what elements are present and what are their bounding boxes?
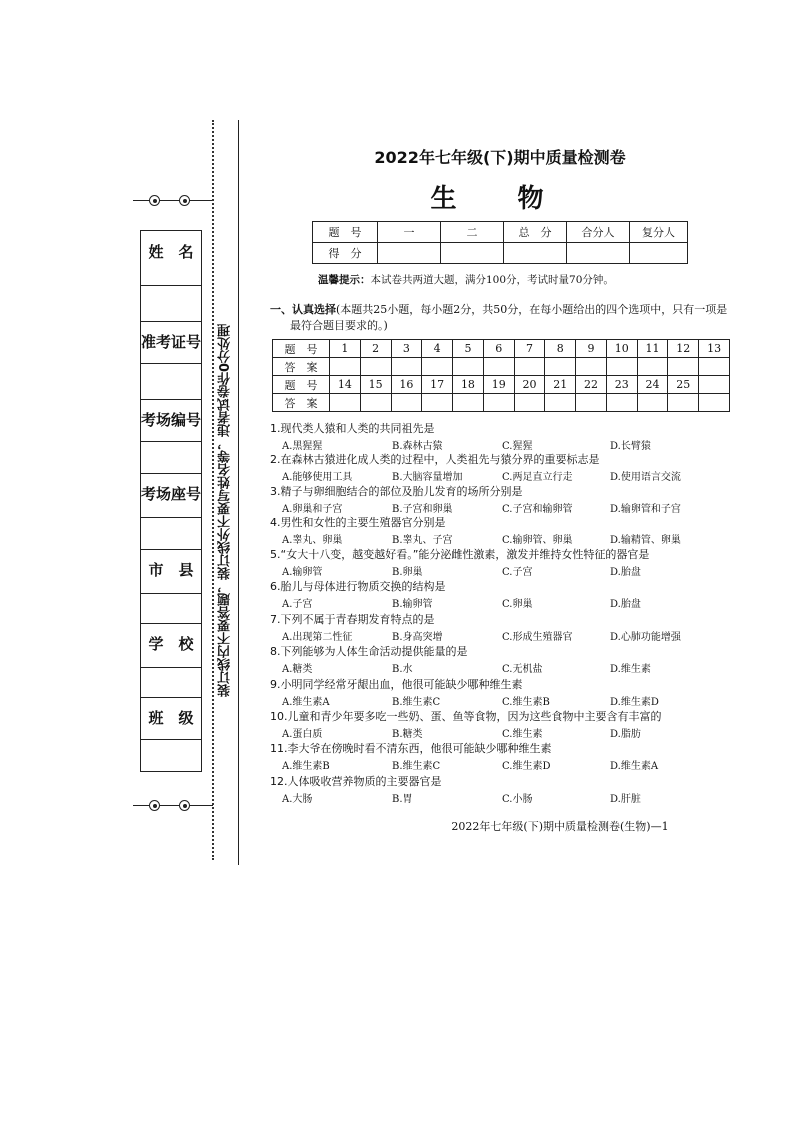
- binding-dotted-line: [212, 120, 214, 860]
- question-7-options: [282, 628, 742, 642]
- option-c: C.无机盐: [502, 664, 543, 675]
- question-4-options: [282, 531, 742, 545]
- question-1-stem: 1.现代类人猿和人类的共同祖先是: [270, 422, 435, 435]
- option-a: A.维生素B: [282, 761, 330, 772]
- question-9-options: [282, 693, 742, 707]
- answer-cell[interactable]: [391, 358, 422, 376]
- answer-cell[interactable]: [668, 394, 699, 412]
- score-cell[interactable]: [504, 243, 567, 264]
- field-class-label: 班 级: [148, 708, 194, 727]
- answer-no: 17: [422, 376, 453, 394]
- answer-cell[interactable]: [330, 358, 361, 376]
- option-d: D.肝脏: [610, 794, 641, 805]
- answer-cell[interactable]: [545, 358, 576, 376]
- option-b: B.输卵管: [392, 599, 433, 610]
- answer-no: [699, 376, 730, 394]
- option-d: D.维生素: [610, 664, 651, 675]
- question-2-options: [282, 468, 742, 482]
- answer-cell[interactable]: [453, 394, 484, 412]
- question-1-options: [282, 437, 742, 451]
- answer-cell[interactable]: [483, 358, 514, 376]
- question-10-options: [282, 725, 742, 739]
- answer-no: 5: [453, 340, 484, 358]
- option-c: C.输卵管、卵巢: [502, 535, 573, 546]
- section1-desc-1: (本题共25小题，每小题2分，共50分，在每小题给出的四个选项中，只有一项是: [336, 303, 728, 316]
- answer-cell[interactable]: [360, 358, 391, 376]
- binding-solid-line: [238, 120, 239, 865]
- option-b: B.大脑容量增加: [392, 472, 463, 483]
- answer-no: 23: [606, 376, 637, 394]
- score-cell[interactable]: [567, 243, 630, 264]
- question-8-stem: 8.下列能够为人体生命活动提供能量的是: [270, 645, 468, 658]
- question-6-stem: 6.胎儿与母体进行物质交换的结构是: [270, 580, 446, 593]
- answer-cell[interactable]: [637, 358, 668, 376]
- answer-cell[interactable]: [360, 394, 391, 412]
- answer-no: 2: [360, 340, 391, 358]
- answer-cell[interactable]: [699, 358, 730, 376]
- option-c: C.形成生殖器官: [502, 632, 573, 643]
- answer-no: 6: [483, 340, 514, 358]
- binding-ring-top: [133, 195, 213, 207]
- answer-cell[interactable]: [606, 358, 637, 376]
- answer-no: 10: [606, 340, 637, 358]
- answer-no: 16: [391, 376, 422, 394]
- score-cell[interactable]: [378, 243, 441, 264]
- question-5-options: [282, 563, 742, 577]
- option-b: B.睾丸、子宫: [392, 535, 453, 546]
- score-header-reviewer: 复分人: [630, 222, 688, 243]
- answer-cell[interactable]: [422, 358, 453, 376]
- answer-cell[interactable]: [453, 358, 484, 376]
- question-11-stem: 11.李大爷在傍晚时看不清东西，他很可能缺少哪种维生素: [270, 742, 552, 755]
- field-exam-id-label: 准考证号: [141, 332, 202, 351]
- question-10-stem: 10.儿童和青少年要多吃一些奶、蛋、鱼等食物，因为这些食物中主要含有丰富的: [270, 710, 662, 723]
- answer-no: 3: [391, 340, 422, 358]
- page-footer: 2022年七年级(下)期中质量检测卷(生物)—1: [451, 820, 669, 833]
- section1-heading: [270, 302, 770, 334]
- answer-no: 13: [699, 340, 730, 358]
- answer-row-label: 答 案: [273, 394, 330, 412]
- answer-cell[interactable]: [545, 394, 576, 412]
- score-header-label: 题 号: [313, 222, 378, 243]
- answer-no: 12: [668, 340, 699, 358]
- option-b: B.子宫和卵巢: [392, 504, 453, 515]
- student-info-box: [140, 230, 202, 772]
- answer-cell[interactable]: [330, 394, 361, 412]
- answer-cell[interactable]: [637, 394, 668, 412]
- option-a: A.大肠: [282, 794, 313, 805]
- score-cell[interactable]: [441, 243, 504, 264]
- answer-row-label: 答 案: [273, 358, 330, 376]
- answer-cell[interactable]: [606, 394, 637, 412]
- field-name-label: 姓 名: [148, 242, 194, 261]
- option-b: B.水: [392, 664, 413, 675]
- score-table: [312, 221, 688, 264]
- answer-no: 1: [330, 340, 361, 358]
- option-d: D.胎盘: [610, 599, 641, 610]
- option-b: B.胃: [392, 794, 413, 805]
- option-b: B.糖类: [392, 729, 423, 740]
- option-d: D.使用语言交流: [610, 472, 681, 483]
- option-b: B.身高突增: [392, 632, 443, 643]
- answer-no: 24: [637, 376, 668, 394]
- question-7-stem: 7.下列不属于青春期发育特点的是: [270, 613, 435, 626]
- score-header-total: 总 分: [504, 222, 567, 243]
- field-room-no-label: 考场编号: [141, 410, 202, 429]
- option-c: C.两足直立行走: [502, 472, 573, 483]
- option-c: C.维生素B: [502, 697, 550, 708]
- option-d: D.长臂猿: [610, 441, 651, 452]
- answer-no: 22: [576, 376, 607, 394]
- score-header-tallier: 合分人: [567, 222, 630, 243]
- option-a: A.出现第二性征: [282, 632, 353, 643]
- exam-title: 2022年七年级(下)期中质量检测卷: [374, 148, 626, 167]
- option-c: C.维生素: [502, 729, 543, 740]
- option-a: A.睾丸、卵巢: [282, 535, 343, 546]
- field-school-label: 学 校: [148, 634, 194, 653]
- answer-no: 15: [360, 376, 391, 394]
- answer-no: 19: [483, 376, 514, 394]
- answer-no: 11: [637, 340, 668, 358]
- option-d: D.输精管、卵巢: [610, 535, 681, 546]
- option-b: B.维生素C: [392, 697, 441, 708]
- answer-cell[interactable]: [668, 358, 699, 376]
- option-b: B.卵巢: [392, 567, 423, 578]
- question-12-options: [282, 790, 742, 804]
- question-12-stem: 12.人体吸收营养物质的主要器官是: [270, 775, 442, 788]
- answer-no-label: 题 号: [273, 376, 330, 394]
- option-a: A.糖类: [282, 664, 313, 675]
- option-d: D.输卵管和子宫: [610, 504, 681, 515]
- exam-tip: [318, 272, 614, 287]
- answer-cell[interactable]: [422, 394, 453, 412]
- question-4-stem: 4.男性和女性的主要生殖器官分别是: [270, 516, 446, 529]
- answer-no: 20: [514, 376, 545, 394]
- option-d: D.胎盘: [610, 567, 641, 578]
- question-9-stem: 9.小明同学经常牙龈出血，他很可能缺少哪种维生素: [270, 678, 523, 691]
- option-c: C.子宫: [502, 567, 533, 578]
- answer-cell[interactable]: [514, 394, 545, 412]
- answer-table: [272, 339, 730, 412]
- answer-no: 25: [668, 376, 699, 394]
- question-6-options: [282, 595, 742, 609]
- option-a: A.输卵管: [282, 567, 323, 578]
- option-c: C.卵巢: [502, 599, 533, 610]
- option-d: D.脂肪: [610, 729, 641, 740]
- score-row-label: 得 分: [313, 243, 378, 264]
- option-b: B.维生素C: [392, 761, 441, 772]
- answer-no: 18: [453, 376, 484, 394]
- option-c: C.小肠: [502, 794, 533, 805]
- question-8-options: [282, 660, 742, 674]
- binding-ring-bottom: [133, 800, 213, 812]
- option-b: B.森林古猿: [392, 441, 443, 452]
- option-c: C.猩猩: [502, 441, 533, 452]
- option-a: A.蛋白质: [282, 729, 323, 740]
- section1-desc-2: 最符合题目要求的。): [290, 319, 388, 332]
- answer-cell[interactable]: [576, 394, 607, 412]
- answer-cell[interactable]: [514, 358, 545, 376]
- answer-no: 9: [576, 340, 607, 358]
- question-3-options: [282, 500, 742, 514]
- answer-no: 4: [422, 340, 453, 358]
- score-header-part2: 二: [441, 222, 504, 243]
- question-3-stem: 3.精子与卵细胞结合的部位及胎儿发育的场所分别是: [270, 485, 523, 498]
- question-5-stem: 5.“女大十八变，越变越好看。”能分泌雌性激素，激发并维持女性特征的器官是: [270, 548, 650, 561]
- answer-no: 7: [514, 340, 545, 358]
- answer-no: 14: [330, 376, 361, 394]
- option-a: A.能够使用工具: [282, 472, 353, 483]
- option-d: D.维生素D: [610, 697, 659, 708]
- score-cell[interactable]: [630, 243, 688, 264]
- field-seat-no-label: 考场座号: [141, 484, 202, 503]
- answer-no-label: 题 号: [273, 340, 330, 358]
- tip-label: 温馨提示：: [318, 274, 371, 286]
- section1-label: 一、认真选择: [270, 303, 336, 316]
- field-city-label: 市 县: [148, 560, 194, 579]
- option-a: A.卵巢和子宫: [282, 504, 343, 515]
- binding-warning-text: 装订线内不要答题，装订线外不要写姓名等，违者试卷作0分处理: [218, 323, 233, 697]
- tip-text: 本试卷共两道大题，满分100分，考试时量70分钟。: [370, 274, 614, 286]
- option-a: A.黑猩猩: [282, 441, 323, 452]
- answer-cell[interactable]: [391, 394, 422, 412]
- question-2-stem: 2.在森林古猿进化成人类的过程中，人类祖先与猿分界的重要标志是: [270, 453, 600, 466]
- option-c: C.子宫和输卵管: [502, 504, 573, 515]
- option-c: C.维生素D: [502, 761, 551, 772]
- subject-title: 生 物: [430, 184, 570, 214]
- answer-cell[interactable]: [699, 394, 730, 412]
- option-a: A.子宫: [282, 599, 313, 610]
- option-d: D.心肺功能增强: [610, 632, 681, 643]
- option-d: D.维生素A: [610, 761, 659, 772]
- answer-cell[interactable]: [483, 394, 514, 412]
- score-header-part1: 一: [378, 222, 441, 243]
- answer-cell[interactable]: [576, 358, 607, 376]
- answer-no: 8: [545, 340, 576, 358]
- question-11-options: [282, 757, 742, 771]
- answer-no: 21: [545, 376, 576, 394]
- option-a: A.维生素A: [282, 697, 330, 708]
